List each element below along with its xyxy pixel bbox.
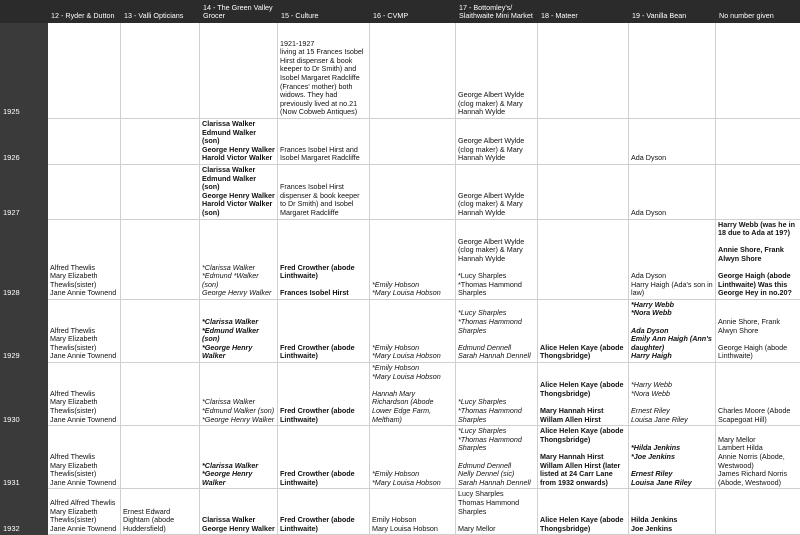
table-cell [716,299,800,362]
cell-line: Alice Helen Kaye (abode Thongsbridge) [540,344,626,361]
cell-line: *Thomas Hammond Sharples [458,436,535,453]
column-header: 18 - Mateer [538,1,629,23]
cell-line: *Nora Webb [631,309,713,318]
table-cell [121,299,200,362]
table-cell [200,489,278,535]
cell-line: Hannah Mary Richardson (Abode Lower Edge Farm, Meltham) [372,390,453,424]
table-cell [629,426,716,489]
cell-line: Ernest Riley [631,407,713,416]
table-cell [370,23,456,119]
cell-line: Sarah Hannah Dennell [458,352,535,361]
cell-line: Edmund Walker (son) [202,175,275,192]
cell-line: *Harry Webb [631,381,713,390]
table-cell [370,363,456,426]
table-cell [456,164,538,219]
cell-line: *Emily Hobson [372,470,453,479]
cell-line: Annie Shore, Frank Alwyn Shore [718,318,798,335]
cell-line: Ada Dyson [631,327,713,336]
cell-line: George Albert Wylde (clog maker) & Mary Hannah Wylde [458,137,535,163]
cell-line: Jane Annie Townend [50,416,118,425]
cell-line: Annie Shore, Frank Alwyn Shore [718,246,798,263]
table-row [1,119,800,165]
table-row [1,23,800,119]
cell-line: Ada Dyson [631,209,713,218]
cell-line: *Harry Webb [631,301,713,310]
cell-line: *Lucy Sharples [458,272,535,281]
table-cell [121,426,200,489]
table-cell [538,426,629,489]
cell-line: George Albert Wylde (clog maker) & Mary Hannah Wylde [458,91,535,117]
column-header: 17 - Bottomley's/ Slaithwaite Mini Market [456,1,538,23]
table-cell [629,119,716,165]
cell-line: Edmund Dennell [458,462,535,471]
table-cell [456,219,538,299]
table-cell [200,164,278,219]
cell-line: Ernest Riley [631,470,713,479]
table-cell [629,299,716,362]
cell-line: Mary Hannah Hirst [540,407,626,416]
table-cell [278,219,370,299]
cell-line: Mary Louisa Hobson [372,525,453,534]
header-row [1,1,800,23]
cell-line: Frances Isobel Hirst [280,289,367,298]
table-cell [538,489,629,535]
year-cell: 1925 [1,23,48,119]
cell-line: Harry Haigh [631,352,713,361]
cell-line: Fred Crowther (abode Linthwaite) [280,264,367,281]
cell-line: Nelly Dennel (sic) [458,470,535,479]
cell-line: *Edmund Walker (son) [202,407,275,416]
table-body [1,23,800,535]
cell-line: *Thomas Hammond Sharples [458,318,535,335]
cell-line: *Lucy Sharples [458,309,535,318]
cell-line: Clarissa Walker [202,166,275,175]
cell-line: Mary Elizabeth Thewlis(sister) [50,462,118,479]
column-header [1,1,48,23]
cell-line: Alfred Thewlis [50,390,118,399]
column-header: 19 - Vanilla Bean [629,1,716,23]
cell-line: Lucy Sharples [458,490,535,499]
cell-line: Jane Annie Townend [50,352,118,361]
cell-line: Alice Helen Kaye (abode Thongsbridge) [540,381,626,398]
cell-line: Fred Crowther (abode Linthwaite) [280,407,367,424]
table-cell [278,119,370,165]
table-row [1,426,800,489]
table-cell [200,219,278,299]
cell-line: *Emily Hobson [372,364,453,373]
cell-line: Willam Allen Hirst [540,416,626,425]
cell-line: Alfred Thewlis [50,453,118,462]
table-cell [370,426,456,489]
table-cell [716,219,800,299]
table-cell [538,119,629,165]
year-cell: 1930 [1,363,48,426]
year-cell: 1926 [1,119,48,165]
table-cell [48,489,121,535]
cell-line: Alice Helen Kaye (abode Thongsbridge) [540,516,626,533]
cell-line: Fred Crowther (abode Linthwaite) [280,470,367,487]
table-cell [370,489,456,535]
table-cell [278,23,370,119]
table-cell [200,363,278,426]
cell-line: Mary Mellor [718,436,798,445]
table-cell [456,119,538,165]
cell-line: *Clarissa Walker [202,462,275,471]
table-cell [121,219,200,299]
cell-line: George Henry Walker [202,192,275,201]
cell-line: George Albert Wylde (clog maker) & Mary Hannah Wylde [458,238,535,264]
cell-line: Alice Helen Kaye (abode Thongsbridge) [540,427,626,444]
table-cell [629,219,716,299]
cell-line: Clarissa Walker [202,516,275,525]
table-cell [278,299,370,362]
table-cell [48,23,121,119]
cell-line: Harry Haigh (Ada's son in law) [631,281,713,298]
cell-line: Joe Jenkins [631,525,713,534]
cell-line: *Emily Hobson [372,344,453,353]
cell-line: *Lucy Sharples [458,398,535,407]
table-cell [121,164,200,219]
cell-line: *Hilda Jenkins [631,444,713,453]
cell-line: Frances Isobel Hirst dispenser & book keeper to Dr Smith) and Isobel Margaret Radcliffe [280,183,367,217]
cell-line: Mary Elizabeth Thewlis(sister) [50,335,118,352]
cell-line: George Albert Wylde (clog maker) & Mary Hannah Wylde [458,192,535,218]
cell-line: Lambert Hilda [718,444,798,453]
table-cell [370,219,456,299]
cell-line: *George Henry Walker [202,416,275,425]
cell-line: George Henry Walker [202,289,275,298]
cell-line: Charles Moore (Abode Scapegoat Hill) [718,407,798,424]
table-cell [121,489,200,535]
column-header: 14 - The Green Valley Grocer [200,1,278,23]
column-header: 15 - Culture [278,1,370,23]
column-header: 12 - Ryder & Dutton [48,1,121,23]
cell-line: Sarah Hannah Dennell [458,479,535,488]
table-cell [370,299,456,362]
cell-line [458,516,535,525]
table-cell [278,164,370,219]
table-cell [716,426,800,489]
cell-line: *Lucy Sharples [458,427,535,436]
cell-line: Thomas Hammond Sharples [458,499,535,516]
cell-line: Frances Isobel Hirst and Isobel Margaret Radcliffe [280,146,367,163]
table-cell [716,23,800,119]
cell-line: 1921-1927 [280,40,367,49]
table-cell [538,363,629,426]
cell-line: *Nora Webb [631,390,713,399]
cell-line: Mary Mellor [458,525,535,534]
table-row [1,363,800,426]
cell-line: George Haigh (abode Linthwaite) [718,344,798,361]
table-cell [716,489,800,535]
cell-line: Harry Webb (was he in 18 due to Ada at 19?) [718,221,798,238]
table-row [1,164,800,219]
cell-line: Ada Dyson [631,272,713,281]
table-cell [629,23,716,119]
cell-line: *Thomas Hammond Sharples [458,281,535,298]
table-cell [121,119,200,165]
table-cell [370,164,456,219]
year-cell: 1932 [1,489,48,535]
table-cell [716,363,800,426]
cell-line: *Edmund *Walker (son) [202,272,275,289]
table-cell [48,426,121,489]
table-cell [48,299,121,362]
cell-line: *Emily Hobson [372,281,453,290]
cell-line: *Thomas Hammond Sharples [458,407,535,424]
table-cell [121,23,200,119]
table-cell [278,426,370,489]
cell-line: Ada Dyson [631,154,713,163]
cell-line: Mary Elizabeth Thewlis(sister) [50,398,118,415]
table-cell [629,164,716,219]
cell-line: *Edmund Walker (son) [202,327,275,344]
cell-line: Alfred Thewlis [50,327,118,336]
table-cell [200,23,278,119]
table-cell [716,164,800,219]
cell-line: Louisa Jane Riley [631,416,713,425]
cell-line: Ernest Edward Dightam (abode Huddersfield) [123,508,197,534]
cell-line: Mary Elizabeth Thewlis(sister) [50,272,118,289]
table-cell [629,363,716,426]
cell-line: Alfred Alfred Thewlis [50,499,118,508]
column-header: 13 - Valli Opticians [121,1,200,23]
cell-line: Louisa Jane Riley [631,479,713,488]
cell-line: *Mary Louisa Hobson [372,373,453,382]
cell-line: George Haigh (abode Linthwaite) Was this George Hey in no.20? [718,272,798,298]
cell-line: George Henry Walker [202,525,275,534]
cell-line: Emily Hobson [372,516,453,525]
year-cell: 1931 [1,426,48,489]
table-cell [538,164,629,219]
cell-line: Emily Ann Haigh (Ann's daughter) [631,335,713,352]
cell-line: Willam Allen Hirst (later listed at 24 Carr Lane from 1932 onwards) [540,462,626,488]
table-cell [456,489,538,535]
cell-line: *Mary Louisa Hobson [372,352,453,361]
year-cell: 1929 [1,299,48,362]
cell-line: *Mary Louisa Hobson [372,289,453,298]
cell-line: Harold Victor Walker (son) [202,200,275,217]
table-cell [48,363,121,426]
cell-line: Jane Annie Townend [50,289,118,298]
cell-line: Mary Elizabeth Thewlis(sister) [50,508,118,525]
cell-line: Edmund Dennell [458,344,535,353]
table-cell [629,489,716,535]
column-header: 16 - CVMP [370,1,456,23]
table-cell [48,219,121,299]
cell-line: living at 15 Frances Isobel Hirst dispenser & book keeper to Dr Smith) and Isobel Margaret Radcliffe (Frances' mother) both widows. They had previously lived at no.21 (Now Cobweb Antiques) [280,48,367,117]
cell-line: *Joe Jenkins [631,453,713,462]
table-row [1,219,800,299]
cell-line: Alfred Thewlis [50,264,118,273]
table-cell [121,363,200,426]
cell-line: Fred Crowther (abode Linthwaite) [280,516,367,533]
cell-line: *Clarissa Walker [202,318,275,327]
cell-line: *Mary Louisa Hobson [372,479,453,488]
cell-line: *Clarissa Walker [202,264,275,273]
cell-line: Clarissa Walker [202,120,275,129]
table-cell [716,119,800,165]
cell-line: *Clarissa Walker [202,398,275,407]
year-cell: 1928 [1,219,48,299]
table-row [1,299,800,362]
cell-line: Harold Victor Walker [202,154,275,163]
cell-line: Annie Norris (Abode, Westwood) [718,453,798,470]
cell-line: Edmund Walker (son) [202,129,275,146]
table-cell [456,23,538,119]
table-cell [48,164,121,219]
table-row [1,489,800,535]
table-cell [538,299,629,362]
table-cell [278,363,370,426]
cell-line: Fred Crowther (abode Linthwaite) [280,344,367,361]
table-cell [456,363,538,426]
table-cell [48,119,121,165]
table-cell [538,219,629,299]
year-cell: 1927 [1,164,48,219]
table-cell [200,426,278,489]
table-cell [456,426,538,489]
table-cell [538,23,629,119]
cell-line: Mary Hannah Hirst [540,453,626,462]
table-cell [370,119,456,165]
cell-line: Jane Annie Townend [50,479,118,488]
cell-line: Jane Annie Townend [50,525,118,534]
cell-line: George Henry Walker [202,146,275,155]
table-cell [200,119,278,165]
table-cell [456,299,538,362]
cell-line: *George Henry Walker [202,344,275,361]
column-header: No number given [716,1,800,23]
cell-line: James Richard Norris (Abode, Westwood) [718,470,798,487]
table-cell [278,489,370,535]
cell-line: Hilda Jenkins [631,516,713,525]
cell-line: *George Henry Walker [202,470,275,487]
table-cell [200,299,278,362]
